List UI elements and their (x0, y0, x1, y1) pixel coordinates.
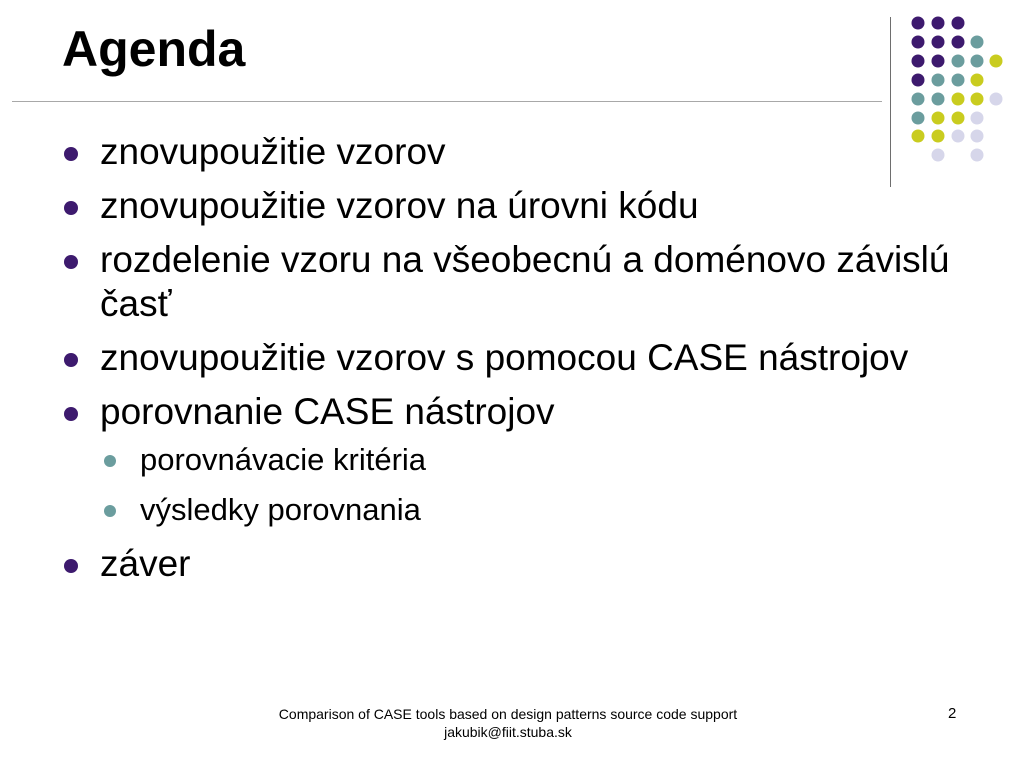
page-number: 2 (948, 705, 957, 722)
list-item-text: záver (100, 543, 191, 584)
list-item (62, 390, 962, 528)
dot-icon (990, 55, 1003, 68)
dot-icon (952, 93, 965, 106)
dot-icon (952, 74, 965, 87)
sub-list (100, 442, 962, 528)
bullet-icon (64, 255, 78, 269)
dot-icon (971, 93, 984, 106)
dot-icon (912, 55, 925, 68)
dot-icon (952, 55, 965, 68)
dot-icon (932, 17, 945, 30)
dot-icon (971, 55, 984, 68)
list-item (62, 542, 962, 586)
list-item-text: znovupoužitie vzorov na úrovni kódu (100, 185, 699, 226)
list-item-text: znovupoužitie vzorov (100, 131, 446, 172)
slide-title: Agenda (62, 21, 246, 77)
sub-list-item-text: výsledky porovnania (140, 492, 421, 527)
sub-bullet-icon (104, 455, 116, 467)
list-item-text: porovnanie CASE nástrojov (100, 391, 555, 432)
dot-icon (952, 36, 965, 49)
dot-icon (932, 93, 945, 106)
dot-icon (912, 36, 925, 49)
dot-icon (932, 55, 945, 68)
list-item (62, 336, 962, 380)
slide-footer (258, 705, 758, 741)
bullet-icon (64, 559, 78, 573)
dot-icon (912, 17, 925, 30)
dot-icon (912, 74, 925, 87)
dot-icon (971, 149, 984, 162)
sub-bullet-icon (104, 505, 116, 517)
dot-icon (932, 74, 945, 87)
dot-icon (932, 36, 945, 49)
sub-list-item-text: porovnávacie kritéria (140, 442, 427, 477)
dot-icon (971, 112, 984, 125)
dot-icon (952, 112, 965, 125)
list-item-text: znovupoužitie vzorov s pomocou CASE nástrojov (100, 337, 909, 378)
title-divider (12, 101, 882, 102)
sub-list-item (100, 442, 962, 478)
dot-icon (971, 36, 984, 49)
dot-icon (932, 112, 945, 125)
bullet-icon (64, 147, 78, 161)
dot-icon (990, 93, 1003, 106)
footer-email: jakubik@fiit.stuba.sk (444, 724, 572, 740)
dot-icon (971, 74, 984, 87)
bullet-icon (64, 407, 78, 421)
dot-icon (912, 93, 925, 106)
dot-icon (912, 112, 925, 125)
list-item (62, 130, 962, 174)
bullet-icon (64, 201, 78, 215)
list-item (62, 238, 962, 326)
list-item-text: rozdelenie vzoru na všeobecnú a doménovo závislú časť (100, 239, 950, 324)
dot-icon (952, 17, 965, 30)
bullet-icon (64, 353, 78, 367)
dot-icon (971, 130, 984, 143)
footer-title: Comparison of CASE tools based on design patterns source code support (278, 706, 738, 722)
sub-list-item (100, 492, 962, 528)
list-item (62, 184, 962, 228)
agenda-list (62, 130, 962, 596)
